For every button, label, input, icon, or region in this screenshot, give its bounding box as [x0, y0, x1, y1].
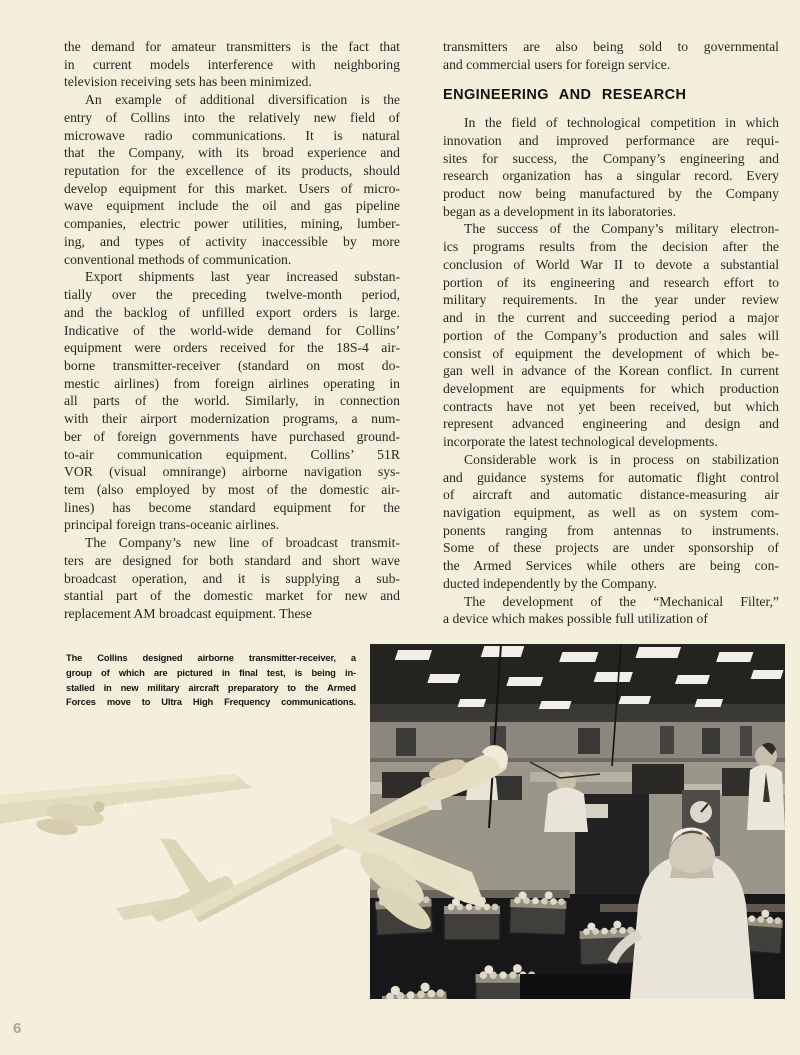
text-line: develop equipment for this market. Users of micro- [64, 180, 400, 196]
star-insignia-fuselage [204, 861, 244, 882]
photo-caption [66, 651, 356, 710]
text-line: and guidance systems for automatic flight control [443, 469, 779, 485]
text-line: reputation for the excellence of its products, should [64, 163, 400, 179]
text-line: borne transmitter-receiver (standard on most do- [64, 357, 400, 373]
text-line: entry of Collins into the relatively new field of [64, 109, 400, 125]
paragraph [64, 268, 400, 534]
text-line: Considerable work is in process on stabilization [464, 451, 779, 467]
text-line: The Collins designed airborne transmitter-receiver, a [66, 652, 356, 663]
text-line: The success of the Company’s military electron- [464, 221, 779, 237]
text-line: portion of the Company’s production and sales will [443, 327, 779, 343]
text-line: gan well in advance of the Korean conflict. In current [443, 363, 779, 379]
text-line: to-air communication equipment. Collins’ 51R [64, 446, 400, 462]
text-line: equipment were orders received for the 18S-4 air- [64, 340, 400, 356]
paragraph [64, 91, 400, 268]
text-line: and commercial users for foreign service. [443, 56, 671, 72]
text-line: military requirements. In the year under review [443, 292, 779, 308]
text-line: incorporate the latest technological developments. [443, 434, 718, 450]
text-line: group of which are pictured in final test, is being in- [66, 666, 356, 678]
text-line: ber of foreign governments have purchased ground- [64, 428, 400, 444]
text-column-right [443, 38, 779, 628]
text-line: wave equipment include the oil and gas pipeline [64, 198, 400, 214]
text-line: An example of additional diversification is the [85, 92, 400, 108]
text-line: contracts have not yet been received, but which [443, 398, 779, 414]
text-line: replacement AM broadcast equipment. These [64, 606, 312, 621]
text-line: that the Company, with its broad experience and [64, 145, 400, 161]
text-line: development are equipments for which production [443, 380, 779, 396]
text-line: consist of equipment the development of which be- [443, 345, 779, 361]
text-line: and the backlog of unfilled export orders is large. [64, 304, 400, 320]
text-line: The development of the “Mechanical Filter,” [464, 593, 779, 609]
text-line: the Armed Services while others are being con- [443, 558, 779, 574]
ceiling-area [370, 644, 785, 726]
back-wall [370, 722, 785, 763]
section-heading-engineering-and-research: ENGINEERING AND RESEARCH [443, 87, 687, 104]
paragraph [443, 114, 779, 220]
aircraft-tail [116, 838, 236, 922]
text-line: represent advanced engineering and design and [443, 416, 779, 432]
text-line: portion of its engineering and research effort to [443, 274, 779, 290]
text-line: product now being manufactured by the Company [443, 186, 779, 202]
text-line: principal foreign trans-oceanic airlines. [64, 517, 280, 533]
text-line: ponents ranging from antennas to instruments. [443, 522, 779, 538]
text-line: tially over the preceding twelve-month period, [64, 287, 400, 303]
text-line: lines) has become standard equipment for the [64, 499, 400, 515]
text-line: television receiving sets has been minimized. [64, 74, 312, 90]
text-line: VOR (visual omnirange) airborne navigation sys- [64, 464, 400, 480]
paragraph [64, 38, 400, 91]
text-line: ducted independently by the Company. [443, 575, 657, 591]
text-line: mestic airlines) from foreign airlines operating in [64, 375, 400, 391]
text-line: tem (also employed by most of the domestic air- [64, 481, 400, 497]
paragraph [443, 593, 779, 628]
text-line: of aircraft and automatic distance-measuring air [443, 487, 779, 503]
text-line: stantial part of the domestic market for new and [64, 588, 400, 604]
factory-photo [370, 644, 785, 999]
text-line: ing, and types of activity inaccessible by more [64, 233, 400, 249]
text-line: the demand for amateur transmitters is the fact that [64, 39, 400, 54]
aircraft-far-wing [0, 774, 252, 838]
text-line: stalled in new military aircraft preparatory to the Armed [66, 681, 356, 693]
text-line: research organization has a singular record. Every [443, 168, 779, 184]
text-line: ters are designed for both standard and short wave [64, 552, 400, 568]
text-column-left [64, 38, 400, 623]
text-line: navigation equipment, as well as on system com- [443, 504, 779, 520]
text-line: and in the current and succeeding period a major [443, 310, 779, 326]
paragraph [64, 534, 400, 623]
page-number: 6 [13, 1020, 22, 1037]
text-line: Export shipments last year increased substan- [85, 269, 400, 285]
text-line: Forces move to Ultra High Frequency communications. [66, 696, 356, 708]
text-line: sites for success, the Company’s engineering and [443, 150, 779, 166]
text-line: in current models interference with neighboring [64, 56, 400, 72]
text-line: transmitters are also being sold to governmental [443, 39, 779, 54]
text-line: with their airport modernization programs, a num- [64, 411, 400, 427]
text-line: microwave radio communications. It is natural [64, 127, 400, 143]
text-line: broadcast operation, and it is supplying a sub- [64, 570, 400, 586]
text-line: began as a development in its laboratories. [443, 203, 676, 219]
text-line: In the field of technological competition in which [464, 115, 779, 131]
text-line: ics programs results from the decision after the [443, 239, 779, 255]
text-line: Indicative of the world-wide demand for Collins’ [64, 322, 400, 338]
text-line: companies, electric power utilities, mining, lumber- [64, 216, 400, 232]
section-body [443, 114, 779, 628]
text-line: The Company’s new line of broadcast transmit- [85, 535, 400, 551]
text-line: innovation and improved performance are requi- [443, 132, 779, 148]
paragraph [443, 220, 779, 450]
text-line: a device which makes possible full utilization of [443, 611, 708, 627]
text-line: Some of these projects are under sponsorship of [443, 540, 779, 556]
paragraph [66, 651, 356, 710]
text-line: all parts of the world. Similarly, in connection [64, 393, 400, 409]
text-line: conventional methods of communication. [64, 251, 292, 267]
text-line: conclusion of World War II to devote a substantial [443, 256, 779, 272]
paragraph-continuation [443, 38, 779, 73]
star-insignia-wing [105, 798, 146, 817]
paragraph [443, 451, 779, 593]
paragraph [443, 38, 779, 73]
